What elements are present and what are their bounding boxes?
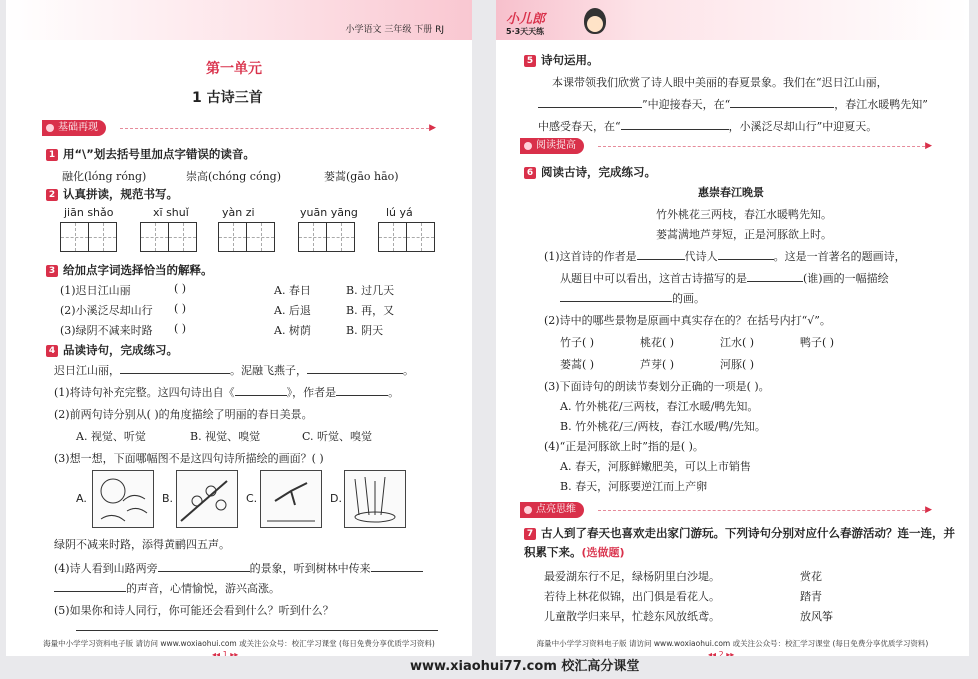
q7-poem-3[interactable]: 儿童散学归来早，忙趁东风放纸鸢。 — [544, 610, 720, 623]
q6-sub-1-line3 — [560, 290, 705, 306]
unit-title: 第一单元 — [206, 61, 262, 77]
section-label-reading: 阅读提高 — [520, 138, 584, 154]
writing-grid-1[interactable] — [60, 222, 117, 252]
section-label-thinking: 点亮思维 — [520, 502, 584, 518]
q7-activity-3[interactable]: 放风筝 — [800, 610, 833, 623]
q6-painter-blank[interactable] — [747, 281, 803, 282]
site-watermark: www.xiaohui77.com 校汇高分课堂 — [410, 659, 640, 674]
q6-sub-3: (3)下面诗句的朗读节奏划分正确的一项是( )。 — [544, 380, 770, 393]
q4-sub-1-text: (1)将诗句补充完整。这四句诗出自《 — [54, 386, 235, 399]
q6-sub-1f: 的画。 — [672, 292, 705, 305]
q3-row-1-option-b: B. 过几天 — [346, 284, 395, 297]
q6-dynasty-blank[interactable] — [637, 259, 685, 260]
q5-para-3b: ，小溪泛尽却山行”中迎夏天。 — [728, 120, 878, 133]
q3-row-2-option-a: A. 后退 — [274, 304, 311, 317]
q4-sub-4 — [54, 560, 423, 576]
q6-sub-1a: (1)这首诗的作者是 — [544, 250, 637, 263]
pic-label-d: D. — [330, 492, 342, 505]
q6-sub-1d: 从题目中可以看出，这首古诗描写的是 — [560, 272, 747, 285]
q3-row-1-answer[interactable]: ( ) — [174, 282, 187, 295]
section-header-reading: 阅读提高 ▶ — [520, 138, 930, 154]
q4-poem-part-3: 。 — [403, 364, 414, 377]
pic-label-a: A. — [76, 492, 87, 505]
q6-sub-1e: (谁)画的一幅描绘 — [803, 272, 889, 285]
q5-number: 5 — [524, 55, 536, 67]
writing-grid-2[interactable] — [140, 222, 197, 252]
q7-text: 古人到了春天也喜欢走出家门游玩。下列诗句分别对应什么春游活动？连一连，并积累下来。 — [524, 526, 955, 559]
q7-poem-2[interactable]: 若待上林花似锦，出门俱是看花人。 — [544, 590, 720, 603]
q6-sub-4-option-b: B. 春天，河豚要逆江而上产卵 — [560, 480, 708, 493]
q2-text: 认真拼读，规范书写。 — [63, 187, 178, 201]
q4-sub-2: (2)前两句诗分别从( )的角度描绘了明丽的春日美景。 — [54, 408, 313, 421]
q4-author-blank[interactable] — [336, 395, 388, 396]
mascot-icon — [584, 8, 606, 34]
q4-blank-1[interactable] — [120, 373, 230, 374]
q6-check-peach[interactable]: 桃花( ) — [640, 336, 675, 349]
q6-sub-4: (4)“正是河豚欲上时”指的是( )。 — [544, 440, 704, 453]
section-header-thinking: 点亮思维 ▶ — [520, 502, 930, 518]
writing-grid-4[interactable] — [298, 222, 355, 252]
left-page-number: ◂◂ 1 ▸▸ — [212, 650, 239, 656]
q4-poem-line — [54, 362, 414, 378]
q6-title — [524, 164, 656, 180]
q4-sub-4-text-b: 的景象，听到树林中传来 — [249, 562, 371, 575]
q6-check-louhao[interactable]: 蒌蒿( ) — [560, 358, 595, 371]
q4-title — [46, 342, 178, 358]
q6-sub-1 — [544, 248, 906, 264]
q4-sub-3-line: 绿阴不减来时路，添得黄鹂四五声。 — [54, 538, 230, 551]
q4-source-blank[interactable] — [235, 395, 287, 396]
q6-check-puffer[interactable]: 河豚( ) — [720, 358, 755, 371]
q4-poem-part-1: 迟日江山丽， — [54, 364, 120, 377]
q7-number: 7 — [524, 528, 536, 540]
q4-sub-3: (3)想一想，下面哪幅图不是这四句诗所描绘的画面？( ) — [54, 452, 324, 465]
q6-sub-1b: 代诗人 — [684, 250, 718, 263]
brand-sub: 5·3天天练 — [506, 27, 545, 36]
picture-d-ducks[interactable] — [344, 470, 406, 528]
q5-para-2b: ，春江水暖鸭先知” — [834, 98, 928, 111]
header-band-right — [496, 0, 969, 40]
q3-text: 给加点字词选择恰当的解释。 — [63, 263, 213, 277]
right-page — [496, 0, 969, 656]
q1-item-1: 融化(lóng róng) — [62, 170, 147, 183]
q2-pinyin-3: yàn zi — [222, 206, 255, 219]
right-page-number: ◂◂ 2 ▸▸ — [708, 650, 735, 656]
q4-sound-blank[interactable] — [371, 571, 423, 572]
q4-sub-4-text-a: (4)诗人看到山路两旁 — [54, 562, 158, 575]
poem-line-1: 竹外桃花三两枝，春江水暖鸭先知。 — [656, 208, 832, 221]
q6-text: 阅读古诗，完成练习。 — [541, 165, 656, 179]
section-label: 基础再现 — [42, 120, 106, 136]
q7-poem-1[interactable]: 最爱湖东行不足，绿杨阴里白沙堤。 — [544, 570, 720, 583]
q2-number: 2 — [46, 189, 58, 201]
q4-text: 品读诗句，完成练习。 — [63, 343, 178, 357]
pic-label-b: B. — [162, 492, 174, 505]
q3-row-3-option-a: A. 树荫 — [274, 324, 311, 337]
q4-poem-part-2: 。泥融飞燕子， — [230, 364, 307, 377]
brand-logo: 小儿郎 — [506, 12, 546, 27]
q4-scene-blank[interactable] — [158, 571, 250, 572]
q7-activity-1[interactable]: 赏花 — [800, 570, 822, 583]
q5-blank-1[interactable] — [538, 107, 642, 108]
q6-check-reed[interactable]: 芦芽( ) — [640, 358, 675, 371]
writing-grid-3[interactable] — [218, 222, 275, 252]
q4-sound-blank-2[interactable] — [54, 591, 126, 592]
q6-sub-3-option-a: A. 竹外桃花/三两枝，春江水暖/鸭先知。 — [560, 400, 759, 413]
q6-sub-1-line2 — [560, 270, 889, 286]
q4-sub-2-option-c: C. 听觉、嗅觉 — [302, 430, 373, 443]
q3-row-2-question: (2)小溪泛尽却山行 — [60, 304, 153, 317]
q3-row-3-answer[interactable]: ( ) — [174, 322, 187, 335]
q6-scene-blank[interactable] — [560, 301, 672, 302]
q4-sub-1-text-b: 》，作者是 — [286, 386, 337, 399]
q6-sub-3-option-b: B. 竹外桃花/三/两枝，春江水暖/鸭/先知。 — [560, 420, 766, 433]
left-page — [6, 0, 472, 656]
q2-pinyin-4: yuān yāng — [300, 206, 358, 219]
lesson-title: 1 古诗三首 — [192, 90, 263, 106]
q3-row-2-option-b: B. 再，又 — [346, 304, 395, 317]
q6-check-bamboo[interactable]: 竹子( ) — [560, 336, 595, 349]
q2-pinyin-1: jiān shǎo — [64, 206, 114, 219]
q5-blank-2[interactable] — [730, 107, 834, 108]
q4-sub-1 — [54, 384, 399, 400]
q3-row-3-question: (3)绿阴不减来时路 — [60, 324, 153, 337]
q3-row-1-question: (1)迟日江山丽 — [60, 284, 131, 297]
q7-activity-2[interactable]: 踏青 — [800, 590, 822, 603]
picture-a-sun-swallows[interactable] — [92, 470, 154, 528]
right-footer: 海量中小学学习资料电子版 请访问 www.woxiaohui.com 或关注公众号：校汇学习课堂 (每日免费分享优质学习资料) — [536, 639, 929, 648]
picture-c-swallow[interactable] — [260, 470, 322, 528]
q4-answer-line[interactable] — [76, 630, 438, 631]
q4-sub-2-option-a: A. 视觉、听觉 — [76, 430, 146, 443]
q5-para-2 — [538, 96, 928, 112]
q6-poet-blank[interactable] — [718, 259, 774, 260]
q6-check-river[interactable]: 江水( ) — [720, 336, 755, 349]
q5-para-3 — [538, 118, 877, 134]
poem-line-2: 蒌蒿满地芦芽短，正是河豚欲上时。 — [656, 228, 832, 241]
pic-label-c: C. — [246, 492, 258, 505]
page-header: 小学语文 三年级 下册 RJ — [345, 25, 444, 35]
q2-pinyin-2: xī shuǐ — [153, 206, 189, 219]
q5-para-2a: ”中迎接春天，在“ — [642, 98, 731, 111]
q3-title — [46, 262, 213, 278]
q6-sub-4-option-a: A. 春天，河豚鲜嫩肥美，可以上市销售 — [560, 460, 751, 473]
q4-number: 4 — [46, 345, 58, 357]
q6-sub-2: (2)诗中的哪些景物是原画中真实存在的？在括号内打“√”。 — [544, 314, 831, 327]
q1-title — [46, 146, 255, 162]
q3-row-1-option-a: A. 春日 — [274, 284, 311, 297]
q4-blank-2[interactable] — [307, 373, 403, 374]
left-footer: 海量中小学学习资料电子版 请访问 www.woxiaohui.com 或关注公众号：校汇学习课堂 (每日免费分享优质学习资料) — [43, 639, 435, 648]
q1-item-3: 蒌蒿(gāo hāo) — [324, 170, 399, 183]
q4-sub-4-cont — [54, 580, 280, 596]
writing-grid-5[interactable] — [378, 222, 435, 252]
q7-optional-tag: (选做题) — [581, 546, 625, 559]
q5-title — [524, 52, 599, 68]
q6-sub-1c: 。这是一首著名的题画诗， — [773, 250, 906, 263]
q5-para-3a: 中感受春天，在“ — [538, 120, 621, 133]
q6-check-duck[interactable]: 鸭子( ) — [800, 336, 835, 349]
q4-sub-4-text-c: 的声音，心情愉悦，游兴高涨。 — [126, 582, 280, 595]
poem-title: 惠崇春江晚景 — [698, 186, 764, 199]
q5-text: 诗句运用。 — [541, 53, 599, 67]
q2-title — [46, 186, 178, 202]
q2-pinyin-5: lú yá — [386, 206, 413, 219]
q6-number: 6 — [524, 167, 536, 179]
q3-number: 3 — [46, 265, 58, 277]
q7-title — [524, 524, 964, 562]
q1-number: 1 — [46, 149, 58, 161]
q5-para-1: 本课带领我们欣赏了诗人眼中美丽的春夏景象。我们在“迟日江山丽， — [552, 76, 888, 89]
q3-row-2-answer[interactable]: ( ) — [174, 302, 187, 315]
q4-sub-1-end: 。 — [388, 386, 400, 399]
q4-sub-2-option-b: B. 视觉、嗅觉 — [190, 430, 261, 443]
q1-item-2: 崇高(chóng cóng) — [186, 170, 281, 183]
picture-b-flowers[interactable] — [176, 470, 238, 528]
section-header-basics: 基础再现 ▶ — [42, 120, 434, 136]
q3-row-3-option-b: B. 阴天 — [346, 324, 384, 337]
q5-blank-3[interactable] — [621, 129, 729, 130]
q4-sub-5: (5)如果你和诗人同行，你可能还会看到什么？听到什么？ — [54, 604, 334, 617]
q1-text: 用“\”划去括号里加点字错误的读音。 — [63, 147, 255, 161]
